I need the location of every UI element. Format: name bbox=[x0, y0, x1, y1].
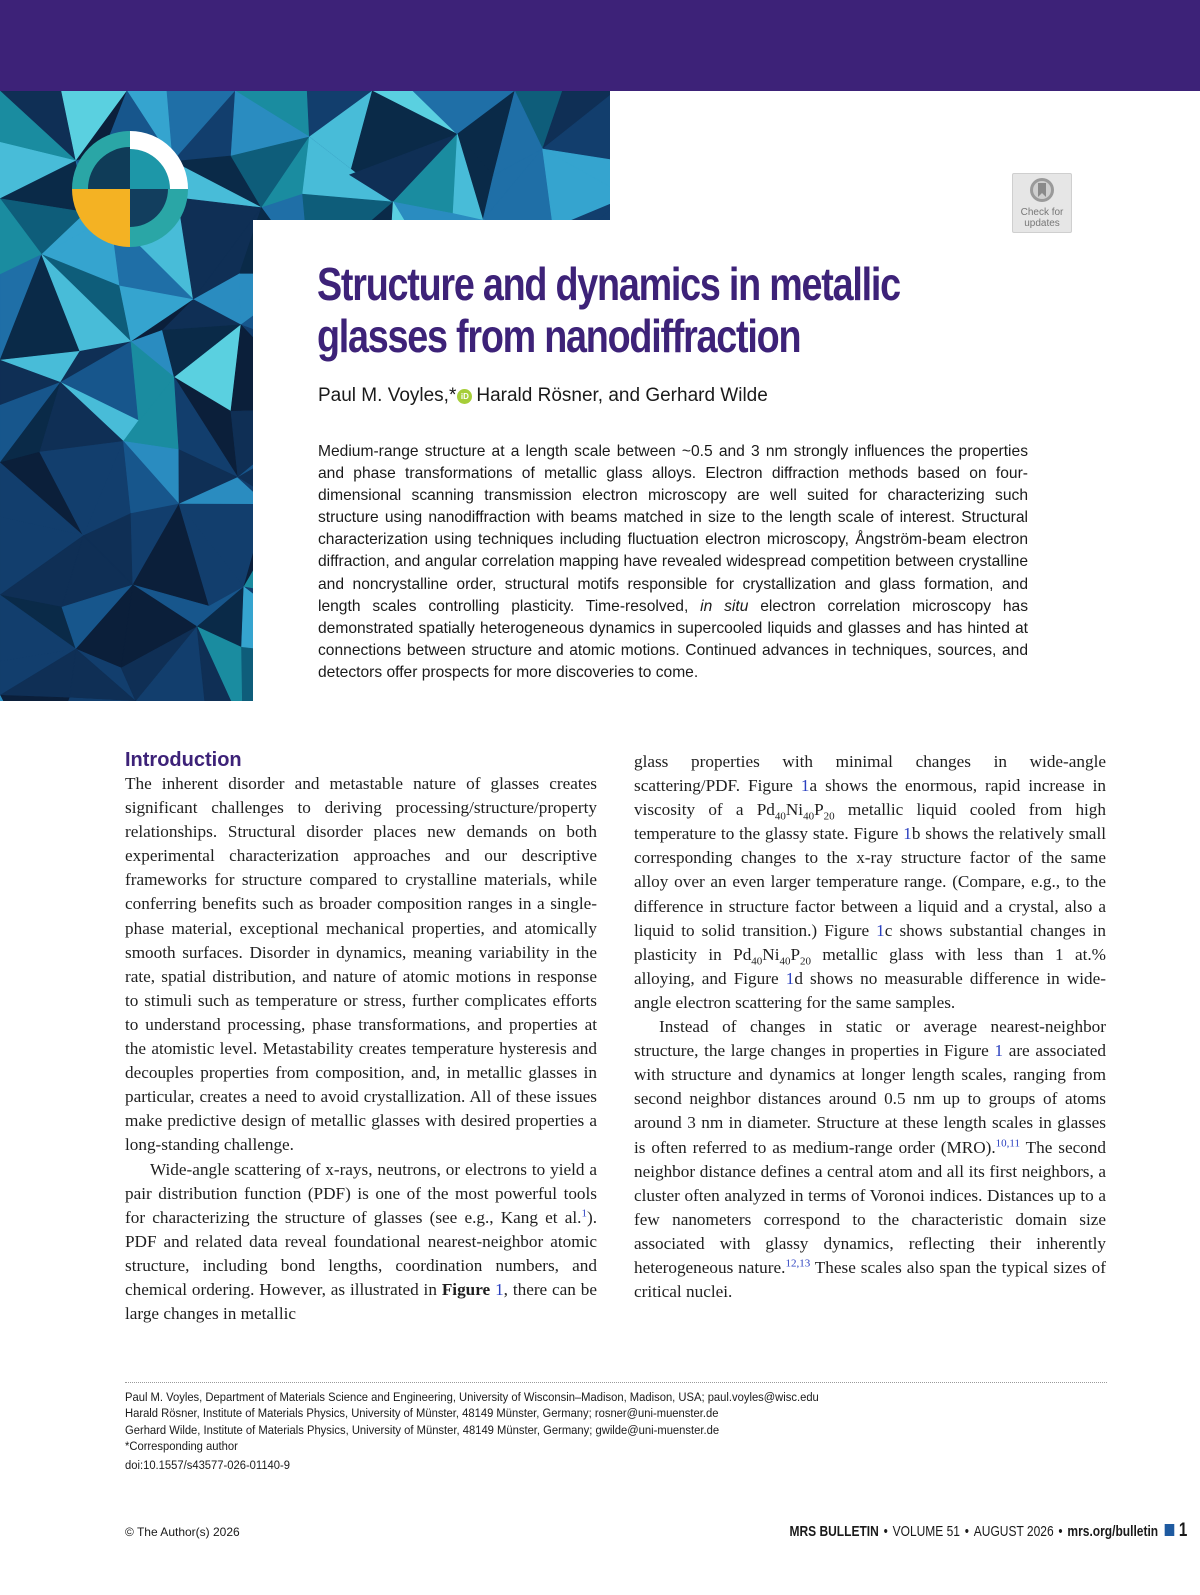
para4-text-b: are associated with structure and dynamics at longer length scales, ranging from second neighbor distances around 0.5 nm up to groups of atoms around 3 nm in diameter. Structure at these length scales in glasses is often referred to as medium-range order (MRO). bbox=[634, 1041, 1106, 1157]
abstract bbox=[318, 441, 1028, 684]
journal-logo-icon bbox=[68, 127, 192, 251]
para3-text-b: a shows the enormous, rapid increase in viscosity of a Pd bbox=[634, 776, 1106, 820]
paragraph-2-text-b: ). PDF and related data reveal foundational nearest-neighbor atomic structure, including bond lengths, coordination numbers, and chemical ordering. However, as illustrated in bbox=[125, 1207, 597, 1299]
reference-link[interactable]: 12,13 bbox=[785, 1257, 811, 1270]
check-label-1: Check for bbox=[1020, 207, 1064, 218]
subscript: 40 bbox=[774, 810, 786, 823]
doi[interactable]: doi:10.1557/s43577-026-01140-9 bbox=[125, 1458, 291, 1473]
subscript: 40 bbox=[803, 810, 815, 823]
check-label-2: updates bbox=[1024, 218, 1060, 229]
corresponding-author-note: *Corresponding author bbox=[125, 1438, 238, 1453]
footnote-divider bbox=[125, 1382, 1107, 1383]
paragraph-3 bbox=[634, 750, 1106, 1015]
section-heading-introduction: Introduction bbox=[125, 749, 242, 771]
title-line-2: glasses from nanodiffraction bbox=[317, 310, 801, 362]
orcid-icon[interactable]: iD bbox=[457, 389, 472, 404]
subscript: 40 bbox=[779, 955, 791, 968]
issue-date: AUGUST 2026 bbox=[973, 1523, 1054, 1540]
abstract-text-2: electron correlation microscopy has demonstrated spatially heterogeneous dynamics in supercooled liquids and glasses and has hinted at connections between structure and atomic motions. Continued advances in techniques, sources, and detectors offer prospects for more discoveries to come. bbox=[318, 597, 1028, 681]
separator: • bbox=[964, 1523, 969, 1540]
body-column-right bbox=[634, 750, 1106, 1304]
paragraph-1-text: The inherent disorder and metastable nature of glasses creates significant challenges to deriving processing/structure/property relationships. Structural disorder places new demands on both experimental characterization approaches and our descriptive frameworks for structure compared to crystalline materials, while conferring benefits such as broader composition ranges in a single-phase material, exceptional mechanical properties, and atomically smooth surfaces. Disorder in dynamics, meaning variability in the rate, spatial distribution, and nature of atomic motions in response to stimuli such as temperature or stress, further complicates efforts to understand processing, phase transformations, and properties at the atomistic level. Metastability creates temperature hysteresis and decouples properties from composition, and, in metallic glasses in particular, creates a need to avoid crystallization. All of these issues make predictive design of metallic glasses with desired properties a long-standing challenge. bbox=[125, 774, 597, 1155]
figure-link[interactable]: 1 bbox=[495, 1279, 504, 1299]
subscript: 20 bbox=[800, 955, 812, 968]
figure-link[interactable]: 1 bbox=[876, 920, 885, 940]
paragraph-2-text-c: , there can be large changes in metallic bbox=[125, 1279, 597, 1324]
affiliation-2: Harald Rösner, Institute of Materials Physics, University of Münster, 48149 Münster, Germany; rosner@uni-muenster.de bbox=[125, 1406, 719, 1421]
square-icon bbox=[1165, 1524, 1175, 1536]
paragraph-4 bbox=[634, 1015, 1106, 1304]
reference-link[interactable]: 1 bbox=[581, 1206, 587, 1219]
affiliation-1: Paul M. Voyles, Department of Materials Science and Engineering, University of Wisconsin–Madison, Madison, USA; paul.voyles@wisc.edu bbox=[125, 1390, 819, 1404]
subscript: 40 bbox=[751, 955, 763, 968]
author-1: Paul M. Voyles,* bbox=[318, 385, 457, 406]
figure-link[interactable]: 1 bbox=[785, 968, 795, 988]
volume: VOLUME 51 bbox=[892, 1523, 960, 1540]
para3-text-g: d shows no measurable difference in wide-angle electron scattering for the same samples. bbox=[634, 968, 1106, 1012]
abstract-text-1: Medium-range structure at a length scale between ~0.5 and 3 nm strongly influences the properties and phase transformations of metallic glass alloys. Electron diffraction methods based on four-dimensional scanning transmission electron microscopy are well suited for characterizing such structure using nanodiffraction with beams matched in size to the length scale of interest. Structural characterization using techniques including fluctuation electron microscopy, Ångström-beam electron diffraction, and angular correlation mapping have revealed widespread competition between crystalline and noncrystalline order, structural motifs responsible for crystallization and glass formation, and length scales controlling plasticity. Time-resolved, bbox=[318, 443, 1028, 615]
page-number: 1 bbox=[1178, 1520, 1188, 1541]
journal-name: MRS BULLETIN bbox=[789, 1523, 879, 1540]
para3-text-c: metallic liquid cooled from high temperature to the glassy state. Figure bbox=[634, 800, 1106, 844]
para4-text-a: Instead of changes in static or average nearest-neighbor structure, the large changes in properties in Figure bbox=[634, 1017, 1106, 1061]
para4-text-d: These scales also span the typical sizes of critical nuclei. bbox=[634, 1257, 1107, 1302]
paragraph-1 bbox=[125, 772, 597, 1158]
author-list bbox=[318, 385, 768, 407]
check-for-updates-button[interactable] bbox=[1012, 173, 1072, 233]
title-line-1: Structure and dynamics in metallic bbox=[317, 258, 900, 310]
para3-text-d: b shows the relatively small corresponding changes to the x-ray structure factor of the same alloy over an even larger temperature range. (Compare, e.g., to the difference in structure factor between a liquid and a crystal, also a liquid to solid transition.) Figure bbox=[634, 824, 1106, 940]
element-ni: Ni bbox=[785, 800, 804, 820]
para4-text-c: The second neighbor distance defines a central atom and all its first neighbors, a cluster often analyzed in terms of Voronoi indices. Distances up to a few nanometers correspond to the characteristic domain size associated with glassy dynamics, reflecting their inherently heterogeneous nature. bbox=[634, 1137, 1106, 1277]
figure-link[interactable]: 1 bbox=[800, 776, 810, 796]
page-footer bbox=[690, 1520, 1188, 1542]
abstract-italic: in situ bbox=[700, 597, 749, 615]
bookmark-icon bbox=[1029, 177, 1055, 203]
subscript: 20 bbox=[823, 810, 835, 823]
paragraph-2-text-a: Wide-angle scattering of x-rays, neutrons, or electrons to yield a pair distribution function (PDF) is one of the most powerful tools for characterizing the structure of glasses (see e.g., Kang et al. bbox=[125, 1159, 597, 1227]
separator: • bbox=[883, 1523, 888, 1540]
para3-text-a: glass properties with minimal changes in wide-angle scattering/PDF. Figure bbox=[634, 752, 1106, 796]
body-column-left bbox=[125, 748, 597, 1326]
affiliations bbox=[125, 1389, 1028, 1473]
element-p: P bbox=[790, 944, 801, 964]
element-p: P bbox=[814, 800, 824, 820]
affiliation-3: Gerhard Wilde, Institute of Materials Physics, University of Münster, 48149 Münster, Germany; gwilde@uni-muenster.de bbox=[125, 1422, 720, 1437]
figure-link[interactable]: 1 bbox=[903, 824, 912, 844]
copyright: © The Author(s) 2026 bbox=[125, 1525, 240, 1539]
author-others: Harald Rösner, and Gerhard Wilde bbox=[476, 385, 768, 406]
paragraph-2 bbox=[125, 1158, 597, 1327]
element-ni: Ni bbox=[762, 944, 780, 964]
reference-link[interactable]: 10,11 bbox=[995, 1136, 1021, 1149]
journal-url[interactable]: mrs.org/bulletin bbox=[1067, 1523, 1159, 1540]
para3-text-f: metallic glass with less than 1 at.% alloying, and Figure bbox=[634, 944, 1106, 988]
para3-text-e: c shows substantial changes in plasticity in Pd bbox=[634, 920, 1106, 964]
figure-word: Figure bbox=[441, 1279, 491, 1299]
header-bar bbox=[0, 0, 1200, 91]
separator: • bbox=[1058, 1523, 1063, 1540]
figure-link[interactable]: 1 bbox=[994, 1041, 1004, 1061]
article-title bbox=[317, 258, 940, 362]
